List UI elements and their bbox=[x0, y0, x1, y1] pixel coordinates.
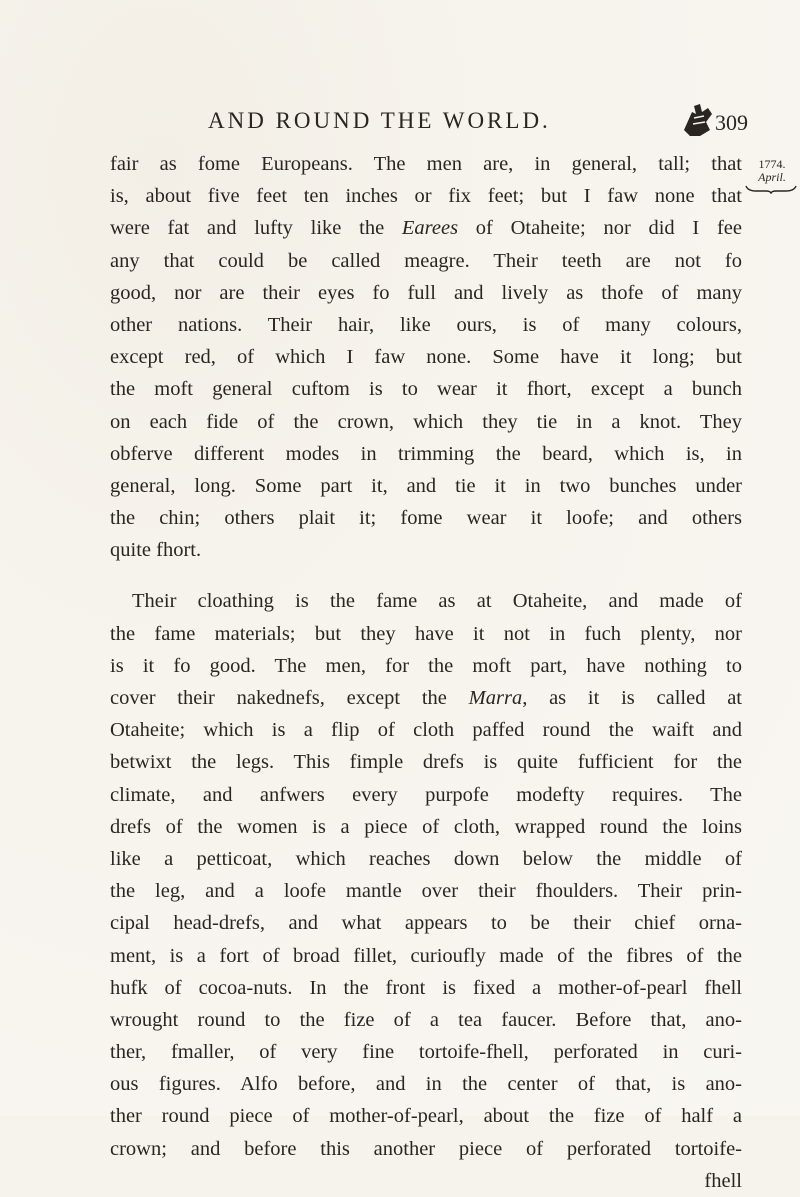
text-line: general, long. Some part it, and tie it in two bunches under bbox=[110, 474, 742, 497]
margin-year: 1774. bbox=[758, 157, 786, 171]
text-line: is, about five feet ten inches or fix feet; but I faw none that bbox=[110, 185, 742, 208]
text-line: on each fide of the crown, which they tie in a knot. They bbox=[110, 410, 742, 433]
text-line: like a petticoat, which reaches down below the middle of bbox=[110, 847, 742, 870]
text-line: cipal head-drefs, and what appears to be their chief orna- bbox=[110, 912, 742, 935]
text-line: the moft general cuftom is to wear it fhort, except a bunch bbox=[110, 378, 742, 401]
text-line: other nations. Their hair, like ours, is of many colours, bbox=[110, 313, 742, 336]
catchword: fhell bbox=[704, 1169, 742, 1192]
text-line: ther round piece of mother-of-pearl, about the fize of half a bbox=[110, 1105, 742, 1128]
text-line: Otaheite; which is a flip of cloth paffed round the waift and bbox=[110, 719, 742, 742]
text-line bbox=[110, 682, 742, 714]
text-line: drefs of the women is a piece of cloth, wrapped round the loins bbox=[110, 815, 742, 838]
body-text bbox=[110, 148, 742, 1197]
text-line: good, nor are their eyes fo full and lively as thofe of many bbox=[110, 281, 742, 304]
text-line: quite fhort. bbox=[110, 539, 202, 562]
text-line: the chin; others plait it; fome wear it loofe; and others bbox=[110, 507, 742, 530]
running-header: AND ROUND THE WORLD. bbox=[208, 108, 551, 133]
text-line: obferve different modes in trimming the beard, which is, in bbox=[110, 442, 742, 465]
text-segment: , as it is called at bbox=[522, 687, 742, 709]
text-line: is it fo good. The men, for the moft part, have nothing to bbox=[110, 654, 742, 677]
pointing-hand-icon bbox=[680, 100, 716, 140]
italic-term: Earees bbox=[401, 217, 459, 240]
text-line: crown; and before this another piece of perforated tortoife- bbox=[110, 1137, 742, 1160]
text-segment: of Otaheite; nor did I fee bbox=[458, 217, 742, 240]
margin-date-note bbox=[744, 158, 800, 184]
text-line: Their cloathing is the fame as at Otaheite, and made of bbox=[132, 590, 742, 613]
margin-brace bbox=[744, 184, 798, 194]
text-line: except red, of which I faw none. Some have it long; but bbox=[110, 346, 742, 369]
page-number bbox=[715, 110, 748, 136]
page-number-text: 309 bbox=[715, 110, 748, 135]
text-line: betwixt the legs. This fimple drefs is quite fufficient for the bbox=[110, 751, 742, 774]
text-line: ther, fmaller, of very fine tortoife-fhell, perforated in curi- bbox=[110, 1041, 742, 1064]
text-line: hufk of cocoa-nuts. In the front is fixed a mother-of-pearl fhell bbox=[110, 976, 742, 999]
text-line: the leg, and a loofe mantle over their fhoulders. Their prin- bbox=[110, 880, 742, 903]
text-line: the fame materials; but they have it not in fuch plenty, nor bbox=[110, 622, 742, 645]
text-line: wrought round to the fize of a tea faucer. Before that, ano- bbox=[110, 1008, 742, 1031]
margin-month: April. bbox=[758, 170, 786, 184]
text-segment: were fat and lufty like the bbox=[110, 217, 402, 240]
paragraph-break bbox=[110, 566, 742, 585]
italic-term: Marra bbox=[468, 687, 523, 709]
text-line: fair as fome Europeans. The men are, in general, tall; that bbox=[110, 153, 742, 175]
text-line: any that could be called meagre. Their teeth are not fo bbox=[110, 249, 742, 272]
text-line bbox=[110, 212, 742, 244]
paragraph-clothing bbox=[110, 585, 742, 1164]
text-line: climate, and anfwers every purpofe modefty requires. The bbox=[110, 783, 742, 806]
paragraph-appearance bbox=[110, 148, 742, 566]
text-segment: cover their nakednefs, except the bbox=[110, 687, 469, 709]
text-line: ous figures. Alfo before, and in the center of that, is ano- bbox=[110, 1073, 742, 1096]
text-line: ment, is a fort of broad fillet, curioufly made of the fibres of the bbox=[110, 944, 742, 967]
